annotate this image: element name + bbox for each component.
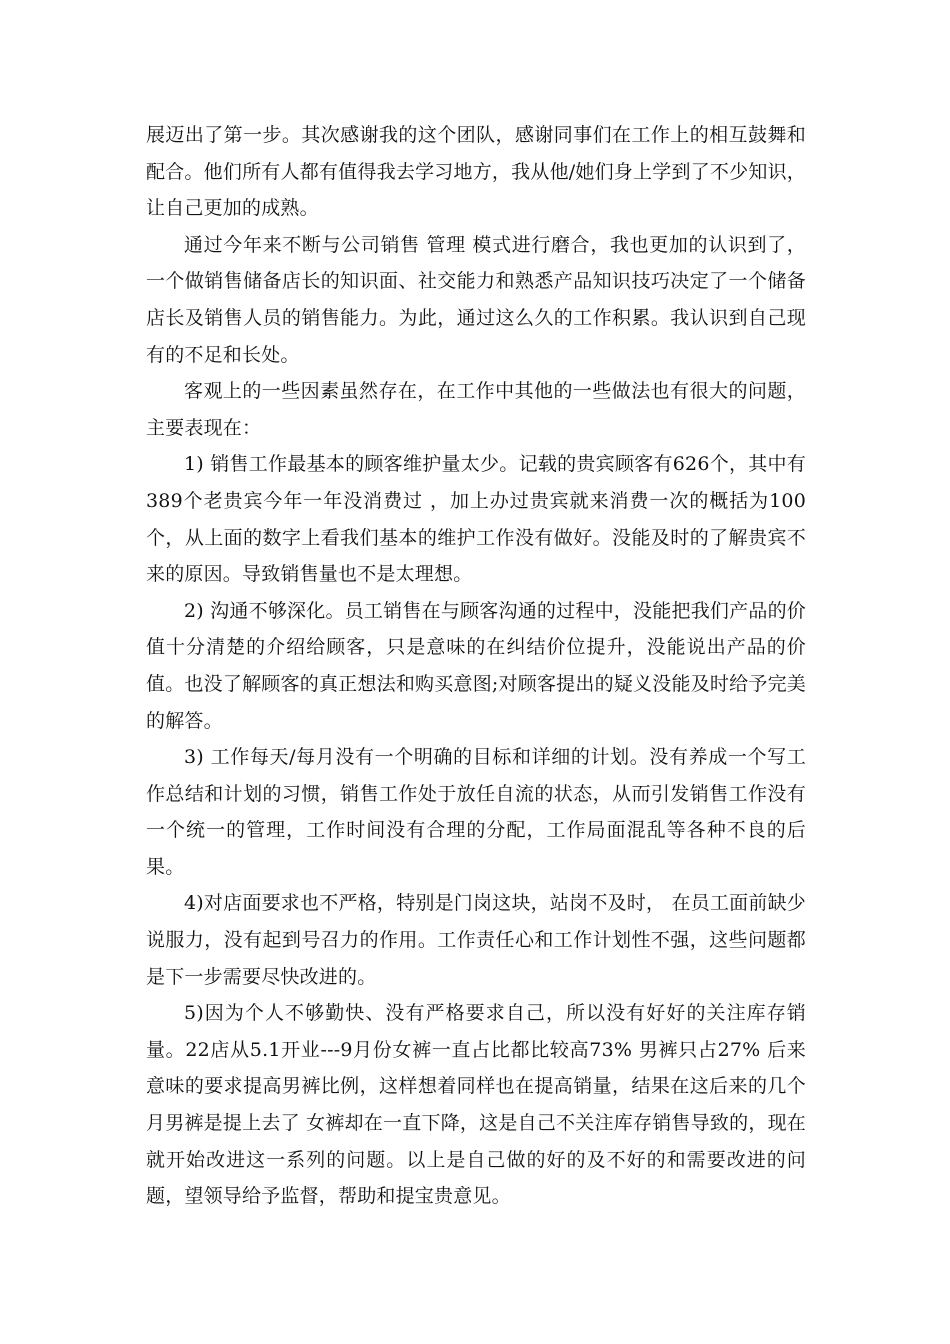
paragraph-5: 2) 沟通不够深化。员工销售在与顾客沟通的过程中，没能把我们产品的价值十分清楚的介绍给顾客，只是意味的在纠结价位提升，没能说出产品的价值。也没了解顾客的真正想法和购买意图;对顾客提出的疑义没能及时给予完美的解答。 xyxy=(146,599,806,732)
paragraph-1: 展迈出了第一步。其次感谢我的这个团队，感谢同事们在工作上的相互鼓舞和配合。他们所有人都有值得我去学习地方，我从他/她们身上学到了不少知识，让自己更加的成熟。 xyxy=(146,124,806,220)
paragraph-6: 3) 工作每天/每月没有一个明确的目标和详细的计划。没有养成一个写工作总结和计划的习惯，销售工作处于放任自流的状态，从而引发销售工作没有一个统一的管理，工作时间没有合理的分配，工作局面混乱等各种不良的后果。 xyxy=(146,746,806,878)
paragraph-7: 4)对店面要求也不严格，特别是门岗这块，站岗不及时， 在员工面前缺少说服力，没有起到号召力的作用。工作责任心和工作计划性不强，这些问题都是下一步需要尽快改进的。 xyxy=(146,892,806,988)
paragraph-3: 客观上的一些因素虽然存在，在工作中其他的一些做法也有很大的问题，主要表现在： xyxy=(146,380,806,439)
paragraph-8: 5)因为个人不够勤快、没有严格要求自己，所以没有好好的关注库存销量。22店从5.1开业---9月份女裤一直占比都比较高73% 男裤只占27% 后来意味的要求提高男裤比例，这样想着同样也在提高销量，结果在这后来的几个月男裤是提上去了 女裤却在一直下降，这是自己不关注库存销售导致的，现在就开始改进这一系列的问题。以上是自己做的好的及不好的和需要改进的问题，望领导给予监督，帮助和提宝贵意见。 xyxy=(146,1002,806,1208)
paragraph-2: 通过今年来不断与公司销售 管理 模式进行磨合，我也更加的认识到了，一个做销售储备店长的知识面、社交能力和熟悉产品知识技巧决定了一个储备店长及销售人员的销售能力。为此，通过这么久的工作积累。我认识到自己现有的不足和长处。 xyxy=(146,233,806,366)
paragraph-4: 1) 销售工作最基本的顾客维护量太少。记载的贵宾顾客有626个，其中有389个老贵宾今年一年没消费过 ，加上办过贵宾就来消费一次的概括为100个，从上面的数字上看我们基本的维护工作没有做好。没能及时的了解贵宾不来的原因。导致销售量也不是太理想。 xyxy=(146,453,806,586)
document-body xyxy=(146,117,806,1215)
